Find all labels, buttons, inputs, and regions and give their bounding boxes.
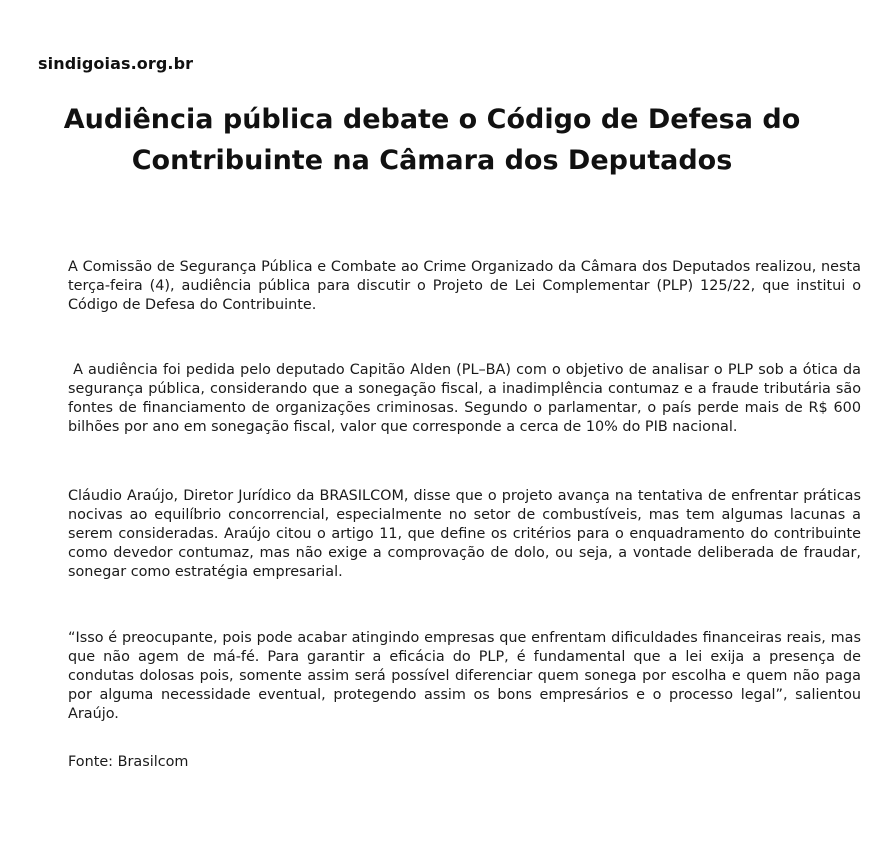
article-paragraph-2: A audiência foi pedida pelo deputado Capitão Alden (PL–BA) com o objetivo de analisar o PLP sob a ótica da segurança pública, considerando que a sonegação fiscal, a inadimplência contumaz e a fraude tributária são fontes de financiamento de organizações criminosas. Segundo o parlamentar, o país perde mais de R$ 600 bilhões por ano em sonegação fiscal, valor que corresponde a cerca de 10% do PIB nacional. — [68, 362, 866, 435]
article-paragraph-4-quote: “Isso é preocupante, pois pode acabar atingindo empresas que enfrentam dificuldades financeiras reais, mas que não agem de má-fé. Para garantir a eficácia do PLP, é fundamental que a lei exija a presença de condutas dolosas pois, somente assim será possível diferenciar quem sonega por escolha e quem não paga por alguma necessidade eventual, protegendo assim os bons empresários e o processo legal”, salientou Araújo. — [68, 630, 861, 722]
site-name: sindigoias.org.br — [38, 54, 194, 73]
article-source: Fonte: Brasilcom — [68, 754, 189, 770]
article-headline: Audiência pública debate o Código de Defesa do Contribuinte na Câmara dos Deputados — [63, 104, 801, 176]
article-paragraph-1: A Comissão de Segurança Pública e Combate ao Crime Organizado da Câmara dos Deputados realizou, nesta terça-feira (4), audiência pública para discutir o Projeto de Lei Complementar (PLP) 125/22, que institui o Código de Defesa do Contribuinte. — [68, 259, 861, 313]
article-paragraph-3: Cláudio Araújo, Diretor Jurídico da BRASILCOM, disse que o projeto avança na tentativa de enfrentar práticas nocivas ao equilíbrio concorrencial, especialmente no setor de combustíveis, mas tem algumas lacunas a serem consideradas. Araújo citou o artigo 11, que define os critérios para o enquadramento do contribuinte como devedor contumaz, mas não exige a comprovação de dolo, ou seja, a vontade deliberada de fraudar, sonegar como estratégia empresarial. — [68, 488, 861, 580]
